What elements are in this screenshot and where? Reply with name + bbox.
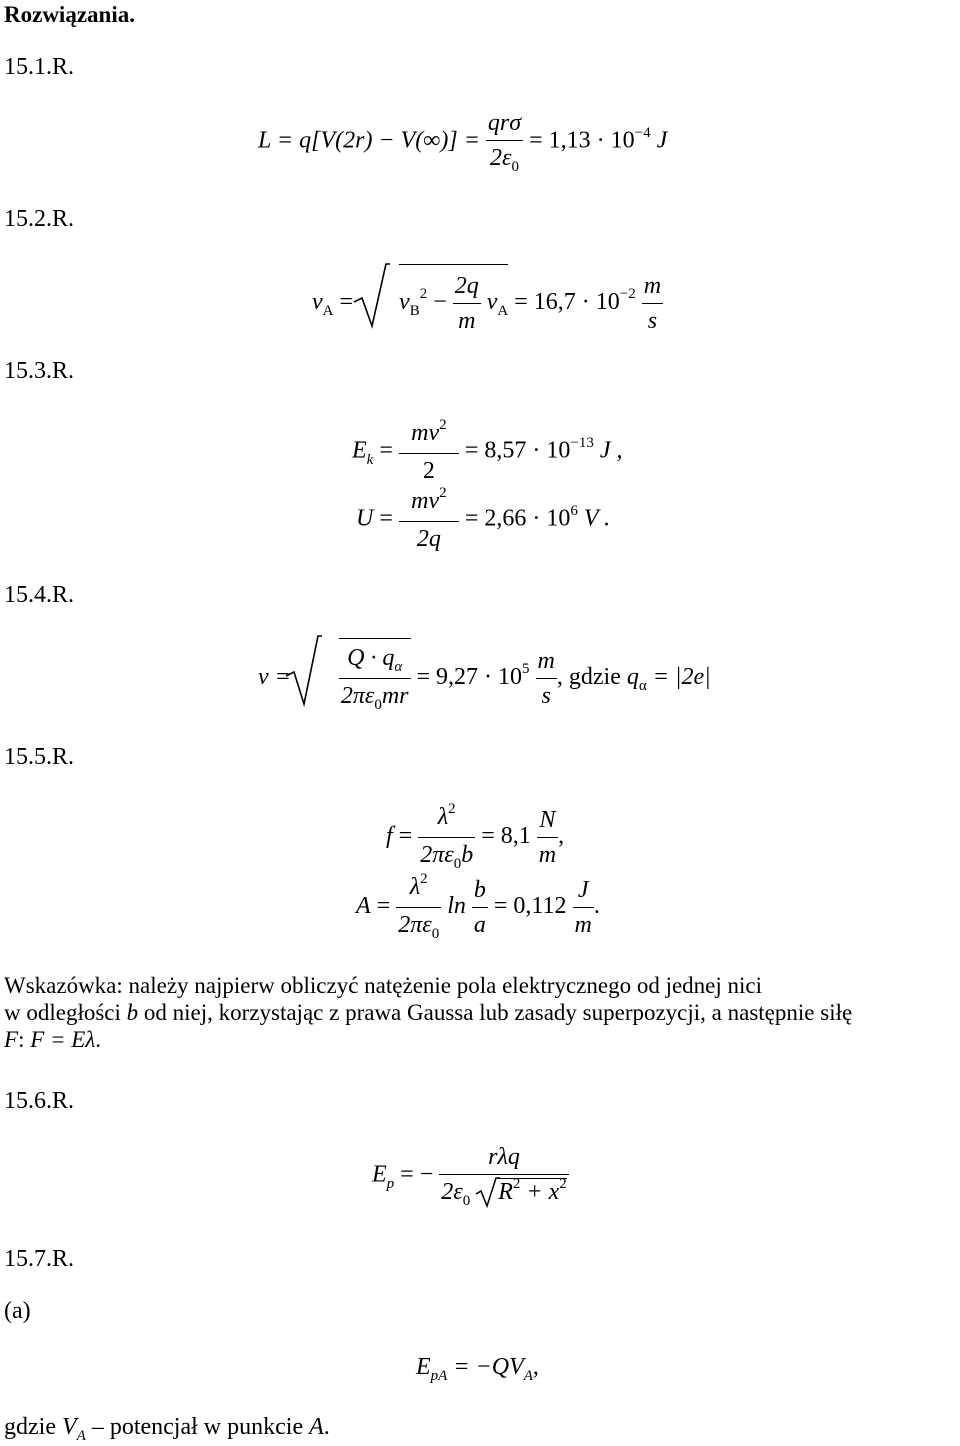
eq5-unit [536, 644, 557, 713]
eq7-unit-num: J [577, 877, 589, 903]
eq2-radical-sign [354, 264, 390, 334]
eq5-q: q [626, 664, 639, 691]
footer-note [4, 1414, 330, 1444]
hint-line3-b: : [18, 1027, 25, 1052]
eq2-va: v [486, 289, 498, 316]
eq2-vb-sup: 2 [419, 286, 428, 303]
hint-line-1: Wskazówka: należy najpierw obliczyć natężenie pola elektrycznego od jednej nici [4, 973, 763, 998]
eq5-unit-num: m [537, 648, 555, 674]
eq3-fraction [399, 416, 459, 488]
eq5-numerator [339, 641, 411, 678]
eq4-exponent: 6 [570, 502, 578, 519]
eq2-denominator: m [453, 303, 481, 338]
eq4-num-text: mv [411, 488, 440, 514]
eq7-denominator [396, 907, 441, 945]
eq4-fraction [399, 484, 459, 556]
hint-line-2 [4, 999, 956, 1026]
eq7-a: a [472, 907, 488, 942]
eq2-lhs-sub: A [322, 303, 334, 320]
eq9-lhs: E [416, 1354, 431, 1380]
eq7-unit-den: m [573, 907, 594, 942]
eq9-rhs-sub: A [523, 1368, 533, 1384]
eq7-log-fraction [472, 873, 488, 942]
eq4-unit: V . [583, 505, 611, 532]
eq3-numerator [399, 416, 459, 453]
eq5-note: , gdzie [556, 664, 621, 691]
eq7-num-sup: 2 [420, 871, 428, 887]
footer-v: V [61, 1414, 77, 1440]
eq8-numerator: rλq [488, 1144, 520, 1170]
eq7-numerator [396, 870, 441, 907]
eq5-lhs: v = [258, 664, 291, 691]
eq5-num-text: Q · q [347, 645, 395, 671]
eq8-r-sup: 2 [512, 1176, 521, 1192]
eq2-lhs: v [312, 289, 323, 316]
eq4-lhs: U [356, 505, 374, 532]
eq2-numerator: 2q [454, 273, 479, 299]
eq2-unit-den: s [642, 303, 663, 338]
eq5-unit-den: s [536, 678, 557, 713]
eq3-lhs-sub: k [366, 451, 374, 468]
eq8-denominator [439, 1174, 569, 1212]
eq1-lhs: L = q[V(2r) − V(∞)] = [258, 127, 480, 154]
eq1-unit: J [656, 127, 668, 154]
eq1-den-text: 2ε [490, 145, 512, 171]
eq8-lhs: E [372, 1161, 387, 1188]
eq7-unit [573, 873, 594, 942]
hint-line2-b: b [126, 1000, 139, 1025]
eq2-unit [642, 269, 663, 338]
eq3-denominator: 2 [399, 453, 459, 488]
hint-line3-c: F = Eλ [30, 1027, 96, 1052]
hint-line-3 [4, 1026, 956, 1053]
eq6-unit-num: N [539, 807, 556, 833]
eq5-fraction [339, 641, 411, 716]
equation-15-5a [386, 800, 564, 875]
eq1-denominator [486, 140, 523, 178]
equation-15-5b [356, 870, 600, 945]
eq8-radical-sign [476, 1178, 498, 1208]
eq4-denominator: 2q [399, 521, 459, 556]
eq3-result: = 8,57 · 10 [464, 437, 571, 464]
eq5-result: = 9,27 · 10 [416, 664, 523, 691]
eq3-num-text: mv [411, 420, 440, 446]
section-label-15-1: 15.1.R. [4, 54, 75, 80]
eq6-unit [537, 803, 558, 872]
eq2-vb: v [399, 289, 410, 316]
footer-text: – potencjał w punkcie [91, 1414, 304, 1440]
hint-line3-d: . [95, 1027, 102, 1052]
eq5-num-sub: α [394, 659, 403, 675]
eq5-q-sub: α [638, 678, 647, 695]
eq3-num-sup: 2 [439, 417, 447, 433]
eq1-fraction [486, 106, 523, 178]
eq2-equals: = [339, 289, 354, 316]
section-label-15-3: 15.3.R. [4, 358, 75, 384]
eq8-equals-minus: = − [400, 1161, 434, 1188]
eq6-den-text: 2πε [420, 842, 454, 868]
section-label-15-7: 15.7.R. [4, 1246, 75, 1272]
eq1-den-sub: 0 [511, 159, 519, 175]
hint-paragraph [4, 972, 956, 1053]
eq8-x-sup: 2 [559, 1176, 567, 1192]
eq3-equals: = [379, 437, 393, 464]
eq2-radicand [399, 264, 508, 338]
eq3-exponent: −13 [570, 434, 594, 451]
eq5-exponent: 5 [522, 661, 530, 678]
eq8-den-sub: 0 [462, 1193, 471, 1209]
section-label-15-2: 15.2.R. [4, 206, 75, 232]
eq2-fraction [453, 269, 481, 338]
eq6-num-sup: 2 [448, 801, 456, 817]
eq7-num-text: λ [409, 874, 421, 900]
eq8-fraction [439, 1140, 569, 1212]
eq5-den-tail: mr [381, 683, 409, 709]
eq2-va-sub: A [497, 303, 509, 320]
section-label-15-4: 15.4.R. [4, 582, 75, 608]
eq6-fraction [418, 800, 475, 875]
eq5-radical-sign [286, 636, 322, 710]
equation-15-4 [258, 638, 711, 716]
eq9-tail: , [532, 1354, 539, 1380]
eq5-denominator [339, 678, 411, 716]
eq6-unit-den: m [537, 837, 558, 872]
eq8-den-text: 2ε [441, 1179, 463, 1205]
eq8-radicand [498, 1178, 567, 1205]
footer-gdzie: gdzie [4, 1414, 56, 1440]
eq1-numerator: qrσ [487, 110, 522, 136]
hint-line2-c: od niej, korzystając z prawa Gaussa lub zasady superpozycji, a następnie siłę [143, 1000, 853, 1025]
equation-15-3b [356, 484, 610, 556]
eq5-den-text: 2πε [340, 683, 375, 709]
section-label-15-5: 15.5.R. [4, 744, 75, 770]
eq6-num-text: λ [437, 804, 449, 830]
eq7-result: = 0,112 [493, 893, 567, 920]
eq2-exponent: −2 [619, 286, 636, 303]
footer-a: A [309, 1414, 324, 1440]
hint-line2-a: w odległości [4, 1000, 121, 1025]
eq9-lhs-sub: pA [430, 1368, 448, 1384]
eq4-equals: = [379, 505, 393, 532]
eq8-lhs-sub: p [386, 1175, 395, 1192]
eq2-unit-num: m [643, 273, 662, 299]
eq9-rhs: = −QV [453, 1354, 524, 1380]
section-label-15-6: 15.6.R. [4, 1088, 75, 1114]
eq7-ln: ln [447, 893, 466, 920]
eq6-numerator [418, 800, 475, 837]
eq1-exponent: −4 [634, 124, 651, 141]
eq7-den-text: 2πε [398, 912, 432, 938]
eq6-equals: = [398, 823, 413, 850]
eq8-plus-x: + x [526, 1179, 560, 1205]
eq6-den-tail: b [461, 842, 474, 868]
eq8-r: R [498, 1179, 513, 1205]
eq7-equals: = [376, 893, 391, 920]
equation-15-6 [372, 1140, 569, 1212]
eq7-b: b [473, 877, 486, 903]
eq6-den-sub: 0 [453, 856, 462, 872]
eq3-lhs: E [352, 437, 367, 464]
eq7-den-sub: 0 [431, 926, 440, 942]
eq7-tail: . [593, 893, 600, 920]
eq2-vb-sub: B [409, 303, 420, 320]
eq6-result: = 8,1 [481, 823, 531, 850]
hint-line3-a: F [4, 1027, 19, 1052]
eq3-unit: J , [599, 437, 623, 464]
eq7-lhs: A [356, 893, 371, 920]
footer-v-sub: A [76, 1428, 86, 1444]
eq5-radicand [339, 638, 411, 716]
footer-period: . [323, 1414, 330, 1440]
eq5-note-eq: = |2e| [652, 664, 711, 691]
eq5-den-sub: 0 [374, 697, 382, 713]
eq2-result: = 16,7 · 10 [514, 289, 620, 316]
equation-15-1 [258, 106, 667, 178]
part-a-label: (a) [4, 1298, 31, 1324]
eq4-numerator [399, 484, 459, 521]
eq4-num-sup: 2 [439, 485, 447, 501]
eq7-fraction [396, 870, 441, 945]
eq6-tail: , [558, 823, 565, 850]
equation-15-3a [352, 416, 623, 488]
eq2-minus: − [433, 289, 447, 316]
page-title: Rozwiązania. [4, 2, 135, 27]
eq4-result: = 2,66 · 10 [464, 505, 571, 532]
equation-15-7a [416, 1354, 539, 1384]
eq6-lhs: f [386, 823, 393, 850]
eq1-result: = 1,13 · 10 [529, 127, 635, 154]
